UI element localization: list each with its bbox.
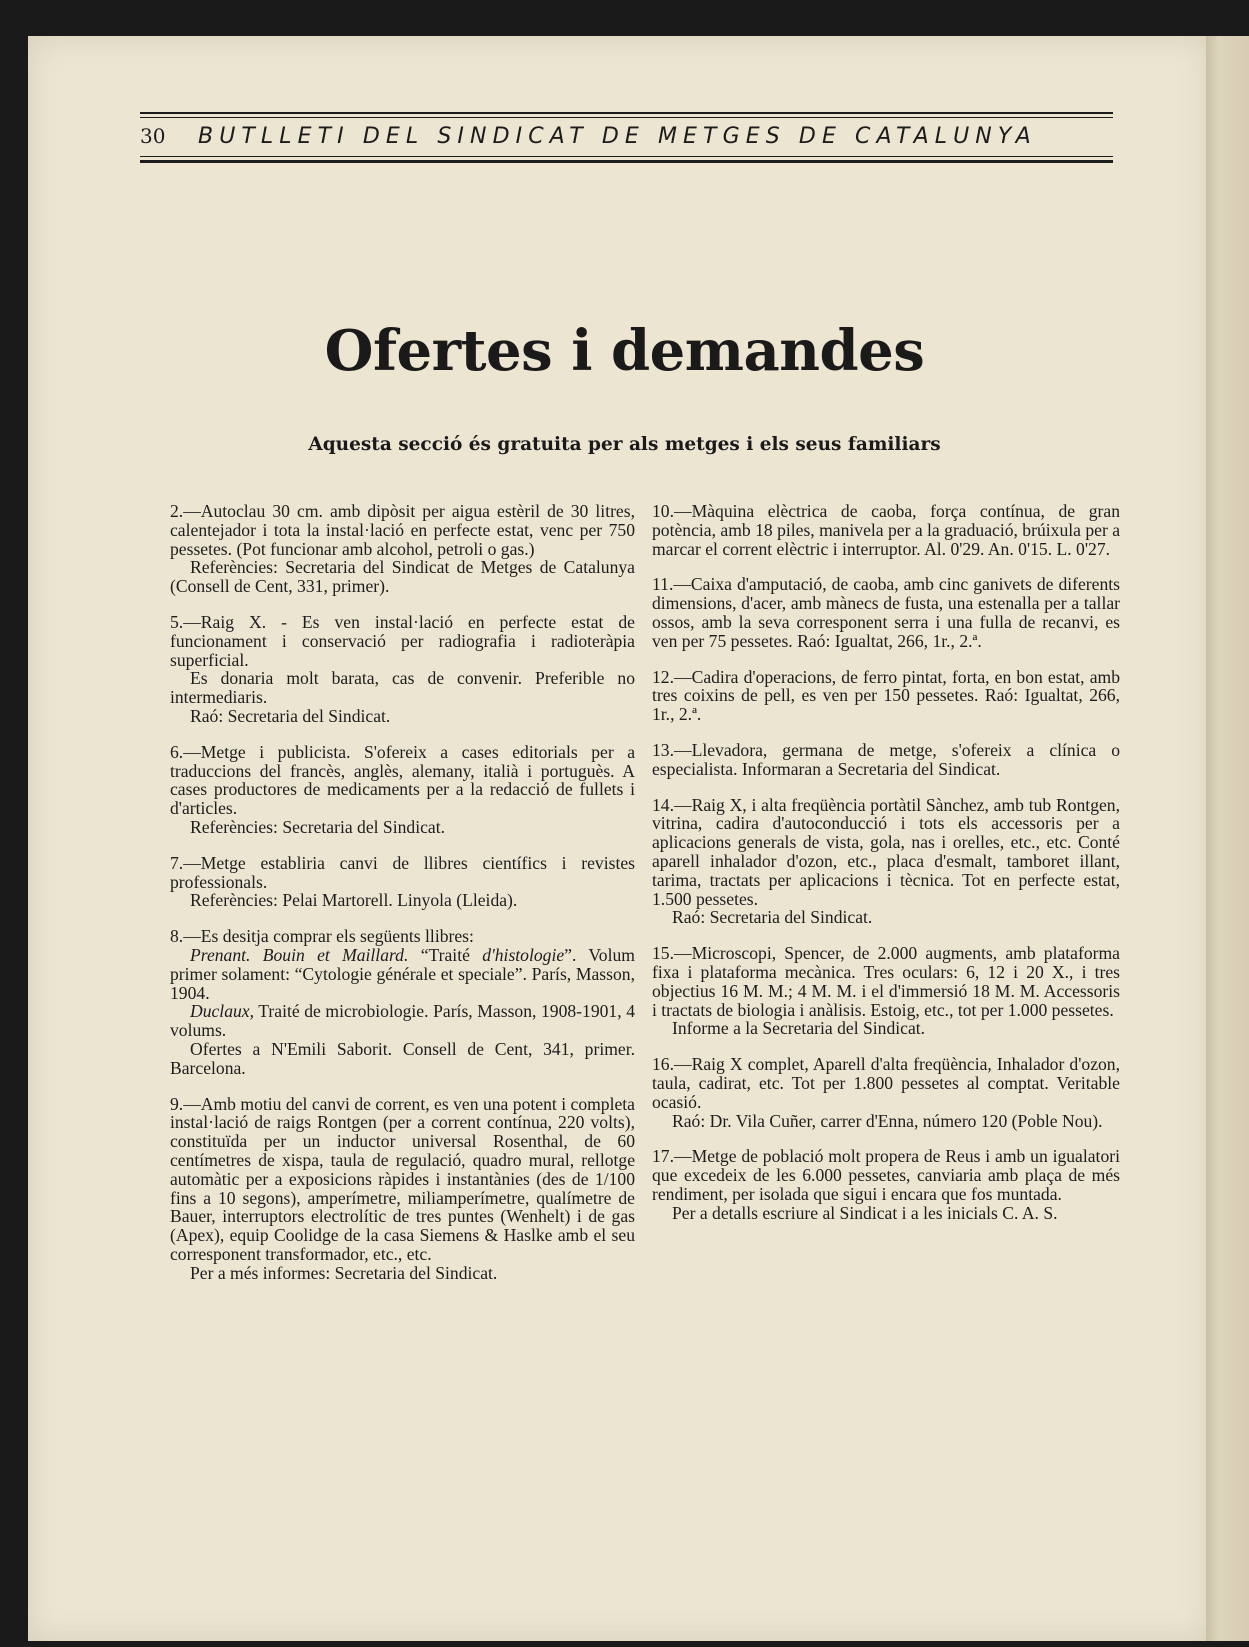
book-title-italic: d'histologie: [482, 944, 565, 965]
listing-reference: Raó: Dr. Vila Cuñer, carrer d'Enna, número 120 (Poble Nou).: [672, 1110, 1103, 1131]
listing-text: 12.—Cadira d'operacions, de ferro pintat, forta, en bon estat, amb tres coixins de pell, es ven per 150 pessetes. Raó: Igualtat, 266, 1r., 2.ª.: [652, 666, 1120, 725]
page-subtitle: Aquesta secció és gratuita per als metges i els seus familiars: [308, 434, 941, 455]
listing-item: [652, 502, 1120, 558]
listing-reference: Per a més informes: Secretaria del Sindicat.: [190, 1262, 498, 1283]
listing-text: 5.—Raig X. - Es ven instal·lació en perfecte estat de funcionament i conservació per radiografia i radioteràpia superficial.: [170, 611, 635, 670]
header-rule-bottom-thin: [140, 156, 1113, 157]
listing-text: 9.—Amb motiu del canvi de corrent, es ven una potent i completa instal·lació de raigs Rontgen (per a corrent contínua, 220 volts), constituïda per un inductor universal Rosenthal, de 60 centímetres de xispa, taula de regulació, quadro mural, rellotge automàtic per a exposicions ràpides i instantànies (des de 1/100 fins a 10 segons), amperímetre, miliamperímetre, qualímetre de Bauer, interruptors electrolític de tres puntes (Wenhelt) i de gas (Apex), equip Coolidge de la casa Siemens & Haslke amb el seu corresponent transformador, etc., etc.: [170, 1093, 635, 1264]
listing-item: [652, 796, 1120, 928]
page-number: 30: [140, 124, 166, 148]
listing-text: Es donaria molt barata, cas de convenir. Preferible no intermediaris.: [170, 668, 635, 708]
listing-item: [652, 1147, 1120, 1222]
book-author: Duclaux,: [190, 1001, 255, 1022]
book-citation: [170, 1002, 635, 1040]
book-citation: [170, 946, 635, 1002]
listing-item: [170, 743, 635, 837]
page-title: Ofertes i demandes: [324, 318, 925, 384]
listing-item: [652, 944, 1120, 1038]
listing-item: [652, 575, 1120, 650]
book-details: ”. Volum primer solament: “Cytologie générale et speciale”. París, Masson, 1904.: [170, 944, 635, 1003]
listing-text: 10.—Màquina elèctrica de caoba, força contínua, de gran potència, amb 18 piles, manivela per a la graduació, brúixula per a marcar el corrent elèctric i interruptor. Al. 0'29. An. 0'15. L. 0'27.: [652, 501, 1121, 559]
listing-item: [652, 741, 1120, 779]
listing-reference: Raó: Secretaria del Sindicat.: [672, 907, 873, 928]
listing-text: 8.—Es desitja comprar els següents llibres:: [170, 926, 474, 947]
listing-item: [652, 668, 1120, 724]
running-title: BUTLLETI DEL SINDICAT DE METGES DE CATALUNYA: [198, 124, 1037, 149]
listing-item: [170, 1095, 635, 1283]
book-details: Traité de microbiologie. París, Masson, 1908-1901, 4 volums.: [170, 1001, 635, 1041]
listing-item: [170, 854, 635, 910]
listing-reference: Referències: Secretaria del Sindicat.: [190, 816, 445, 837]
book-authors: Prenant. Bouin et Maillard.: [190, 944, 409, 965]
listing-text: 7.—Metge establiria canvi de llibres científics i revistes professionals.: [170, 852, 635, 892]
listing-text: 6.—Metge i publicista. S'ofereix a cases editorials per a traduccions del francès, anglès, alemany, italià i portuguès. A cases productores de medicaments per a la redacció de fullets i d'articles.: [170, 741, 635, 819]
listing-reference: Raó: Secretaria del Sindicat.: [190, 705, 391, 726]
listing-reference: Per a detalls escriure al Sindicat i a les inicials C. A. S.: [672, 1202, 1058, 1223]
listing-reference: Referències: Secretaria del Sindicat de Metges de Catalunya (Consell de Cent, 331, primer).: [170, 557, 635, 597]
header-rule-top-thin: [140, 117, 1113, 118]
listing-item: [170, 927, 635, 1077]
listing-item: [652, 1055, 1120, 1130]
right-column: [652, 502, 1120, 1240]
listing-reference: Informe a la Secretaria del Sindicat.: [672, 1018, 926, 1039]
listing-item: [170, 502, 635, 596]
adjacent-page-edge: [1206, 36, 1249, 1641]
listing-text: 15.—Microscopi, Spencer, de 2.000 augments, amb plataforma fixa i plataforma mecànica. Tres oculars: 6, 12 i 20 X., i tres objectius 16 M. M.; 4 M. M. i el d'immersió 18 M. M. Accessoris i tractats de biologia i anàlisis. Estoig, etc., tot per 1.000 pessetes.: [652, 943, 1120, 1020]
listing-item: [170, 613, 635, 726]
listing-text: 14.—Raig X, i alta freqüència portàtil Sànchez, amb tub Rontgen, vitrina, cadira d'autoconducció i tots els accessoris per a aplicacions generals de vista, gola, nas i orelles, etc., etc. Conté aparell inhalador d'ozon, etc., placa d'esmalt, tamboret illant, tarima, tractats per aplicacions i tècnica. Tot en perfecte estat, 1.500 pessetes.: [652, 794, 1120, 909]
listing-reference: Ofertes a N'Emili Saborit. Consell de Cent, 341, primer. Barcelona.: [170, 1038, 635, 1078]
header-rule-top: [140, 112, 1113, 114]
listing-text: 11.—Caixa d'amputació, de caoba, amb cinc ganivets de diferents dimensions, d'acer, amb mànecs de fusta, una estenalla per a tallar ossos, amb la seva corresponent serra i una fulla de recanvi, es ven per 75 pessetes. Raó: Igualtat, 266, 1r., 2.ª.: [652, 574, 1120, 651]
header-line: [140, 124, 1113, 154]
left-column: [170, 502, 635, 1299]
listing-text: 13.—Llevadora, germana de metge, s'ofereix a clínica o especialista. Informaran a Secretaria del Sindicat.: [652, 739, 1120, 779]
listing-reference: Referències: Pelai Martorell. Linyola (Lleida).: [190, 890, 518, 911]
listing-text: 16.—Raig X complet, Aparell d'alta freqüència, Inhalador d'ozon, taula, cadirat, etc. Tot per 1.800 pessetes al comptat. Veritable ocasió.: [652, 1054, 1120, 1112]
book-title-open: “Traité: [408, 944, 483, 965]
listing-text: 2.—Autoclau 30 cm. amb dipòsit per aigua estèril de 30 litres, calentejador i tota la instal·lació en perfecte estat, venc per 750 pessetes. (Pot funcionar amb alcohol, petroli o gas.): [170, 501, 635, 559]
header-rule-bottom: [140, 160, 1113, 163]
listing-text: 17.—Metge de població molt propera de Reus i amb un igualatori que excedeix de les 6.000 pessetes, canviaria amb plaça de més rendiment, per isolada que sigui i encara que fos muntada.: [652, 1146, 1120, 1204]
